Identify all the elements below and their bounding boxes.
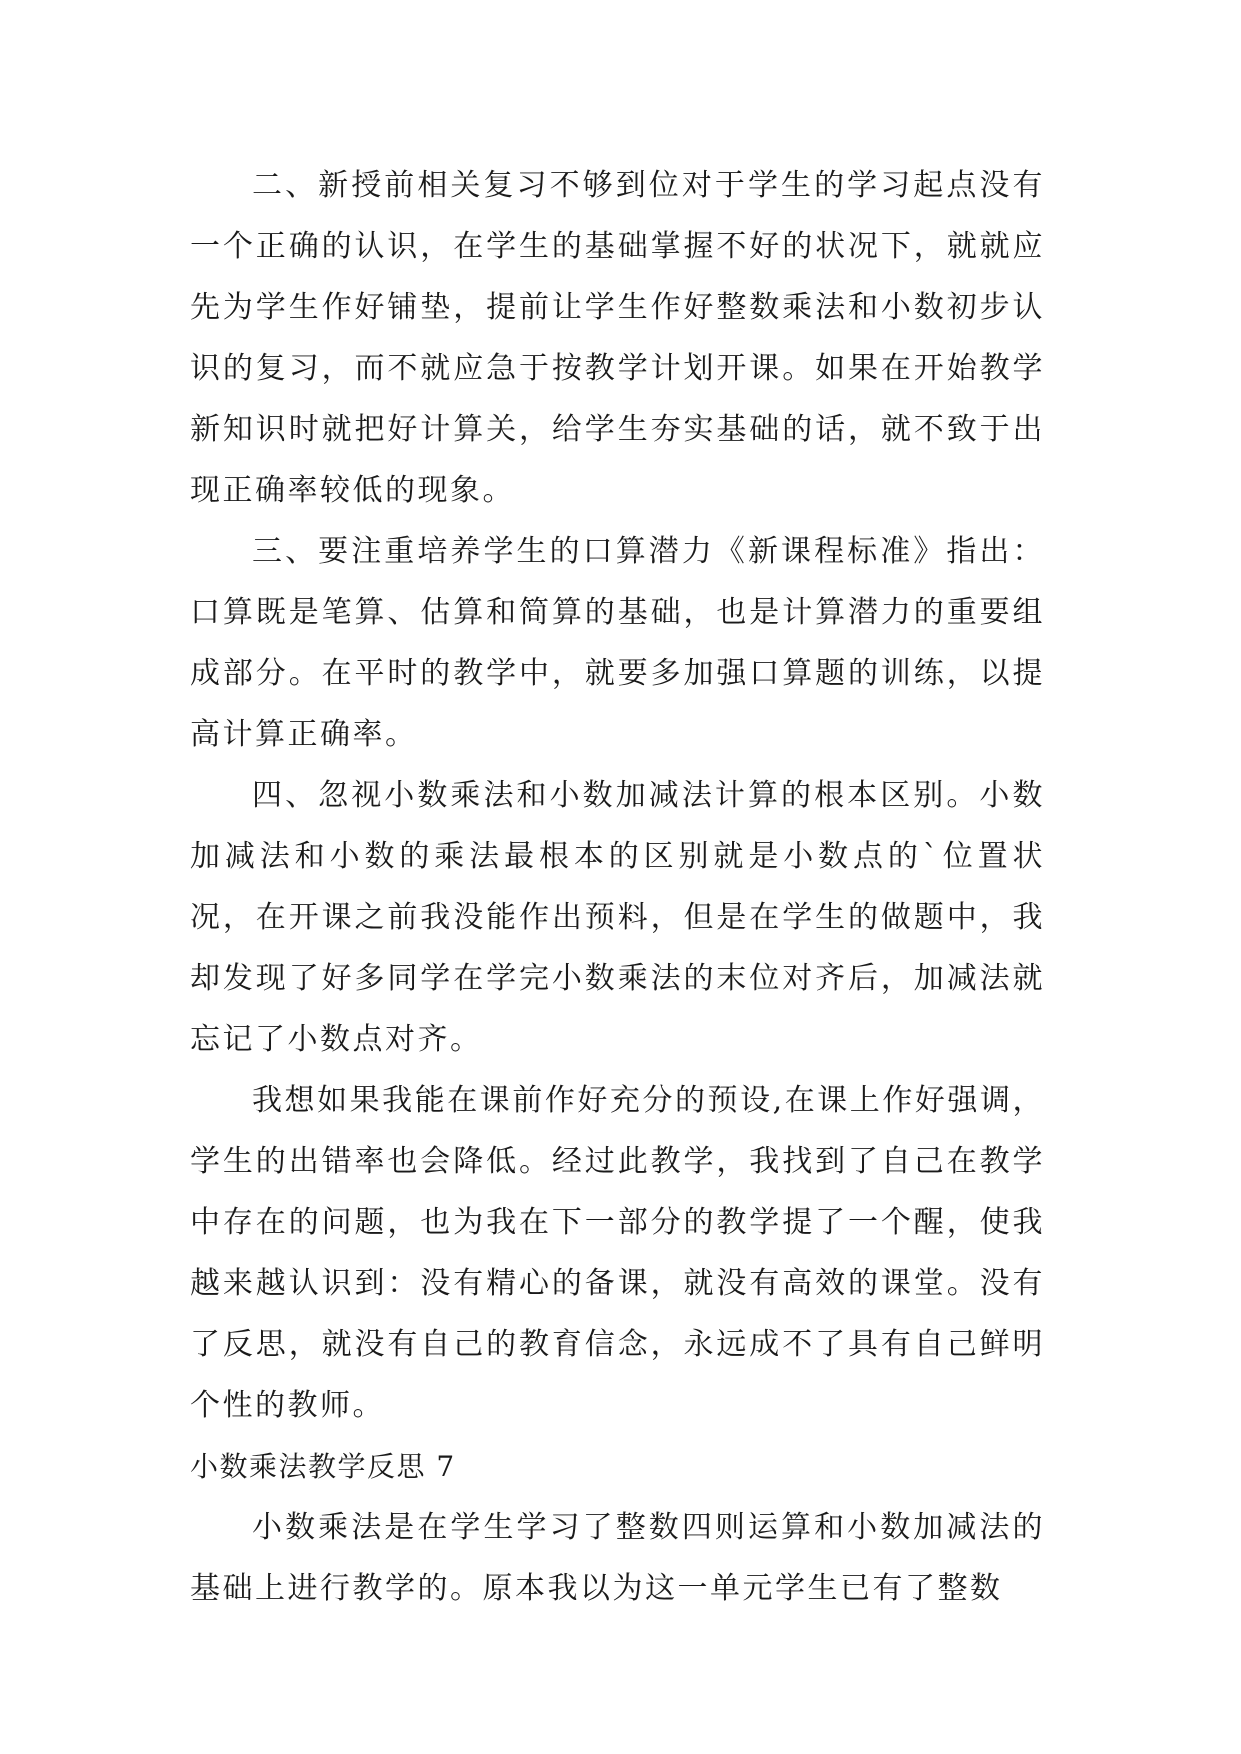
section-title: 小数乘法教学反思 7	[190, 1450, 456, 1483]
paragraph-intro: 小数乘法是在学生学习了整数四则运算和小数加减法的基础上进行教学的。原本我以为这一单元学生已有了整数	[190, 1510, 1045, 1606]
document-body	[190, 155, 1045, 1619]
paragraph-difference: 四、忽视小数乘法和小数加减法计算的根本区别。小数加减法和小数的乘法最根本的区别就是小数点的`位置状况，在开课之前我没能作出预料，但是在学生的做题中，我却发现了好多同学在学完小数乘法的末位对齐后，加减法就忘记了小数点对齐。	[190, 778, 1045, 1057]
paragraph-mental-math: 三、要注重培养学生的口算潜力《新课程标准》指出：口算既是笔算、估算和简算的基础，也是计算潜力的重要组成部分。在平时的教学中，就要多加强口算题的训练，以提高计算正确率。	[190, 534, 1045, 752]
paragraph-review: 二、新授前相关复习不够到位对于学生的学习起点没有一个正确的认识，在学生的基础掌握不好的状况下，就就应先为学生作好铺垫，提前让学生作好整数乘法和小数初步认识的复习，而不就应急于按教学计划开课。如果在开始教学新知识时就把好计算关，给学生夯实基础的话，就不致于出现正确率较低的现象。	[190, 168, 1045, 508]
paragraph-reflection: 我想如果我能在课前作好充分的预设,在课上作好强调，学生的出错率也会降低。经过此教学，我找到了自己在教学中存在的问题，也为我在下一部分的教学提了一个醒，使我越来越认识到：没有精心的备课，就没有高效的课堂。没有了反思，就没有自己的教育信念，永远成不了具有自己鲜明个性的教师。	[190, 1083, 1045, 1423]
